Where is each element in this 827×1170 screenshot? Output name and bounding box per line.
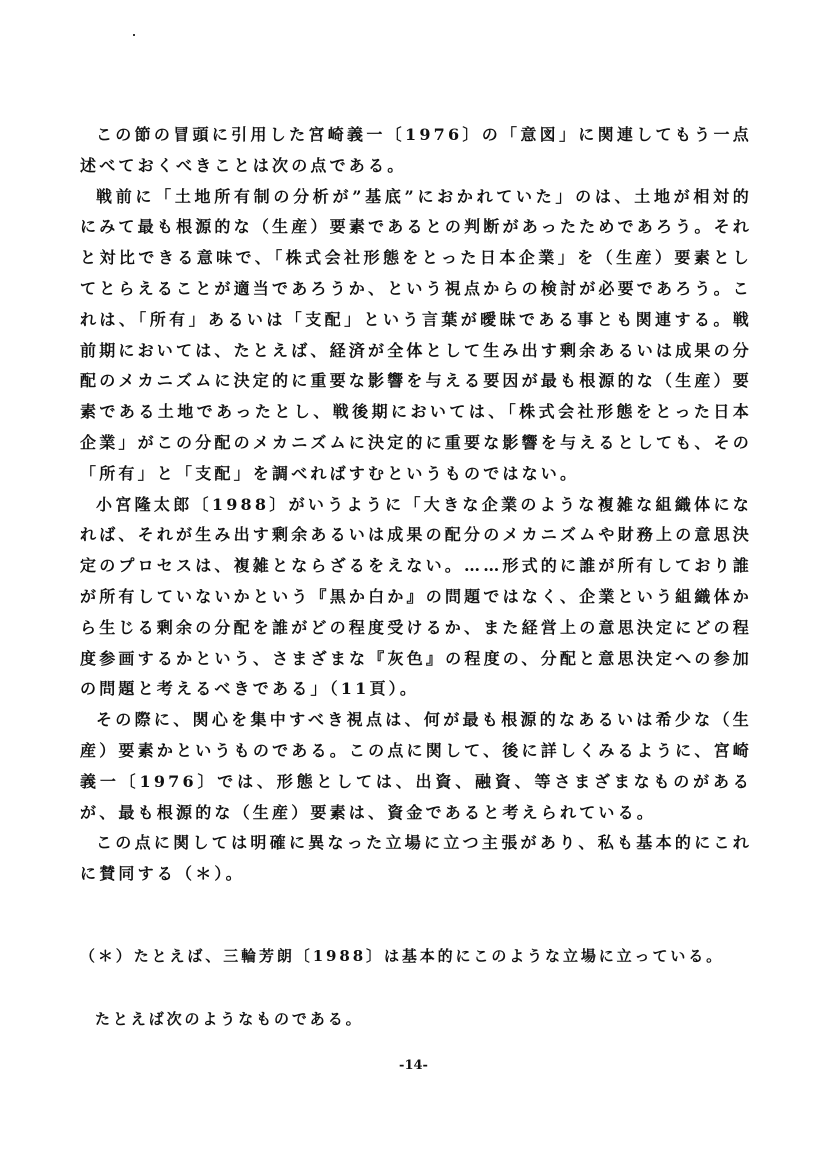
scan-speck (133, 34, 135, 36)
paragraph-4: その際に、関心を集中すべき視点は、何が最も根源的なあるいは希少な（生産）要素かというものである。この点に関して、後に詳しくみるように、宮崎義一〔1976〕では、形態としては、出資、融資、等さまざまなものがあるが、最も根源的な（生産）要素は、資金であると考えられている。 (80, 710, 752, 822)
paragraph-1: この節の冒頭に引用した宮崎義一〔1976〕の「意図」に関連してもう一点述べておくべきことは次の点である。 (80, 125, 752, 175)
paragraph-3: 小宮隆太郎〔1988〕がいうように「大きな企業のような複雑な組織体になれば、それが生み出す剰余あるいは成果の配分のメカニズムや財務上の意思決定のプロセスは、複雑とならざるをえない。……形式的に誰が所有しており誰が所有していないかという『黒か白か』の問題ではなく、企業という組織体から生じる剰余の分配を誰がどの程度受けるか、また経営上の意思決定にどの程度参画するかという、さまざまな『灰色』の程度の、分配と意思決定への参加の問題と考えるべきである」（11頁）。 (80, 494, 753, 699)
paragraph-2: 戦前に「土地所有制の分析が”基底”におかれていた」のは、土地が相対的にみて最も根源的な（生産）要素であるとの判断があったためであろう。それと対比できる意味で、「株式会社形態をとった日本企業」を（生産）要素としてとらえることが適当であろうか、という視点からの検討が必要であろう。これは、「所有」あるいは「支配」という言葉が曖昧である事とも関連する。戦前期においては、たとえば、経済が全体として生み出す剰余あるいは成果の分配のメカニズムに決定的に重要な影響を与える要因が最も根源的な（生産）要素である土地であったとし、戦後期においては、「株式会社形態をとった日本企業」がこの分配のメカニズムに決定的に重要な影響を与えるとしても、その「所有」と「支配」を調べればすむというものではない。 (80, 186, 753, 483)
closing-line: たとえば次のようなものである。 (95, 1010, 364, 1028)
footnote: （＊）たとえば、三輪芳朗〔1988〕は基本的にこのような立場に立っている。 (80, 947, 725, 965)
body-text (80, 120, 752, 890)
page-number: -14- (399, 1058, 428, 1073)
paragraph-5: この点に関しては明確に異なった立場に立つ主張があり、私も基本的にこれに賛同する（＊）。 (80, 833, 752, 884)
